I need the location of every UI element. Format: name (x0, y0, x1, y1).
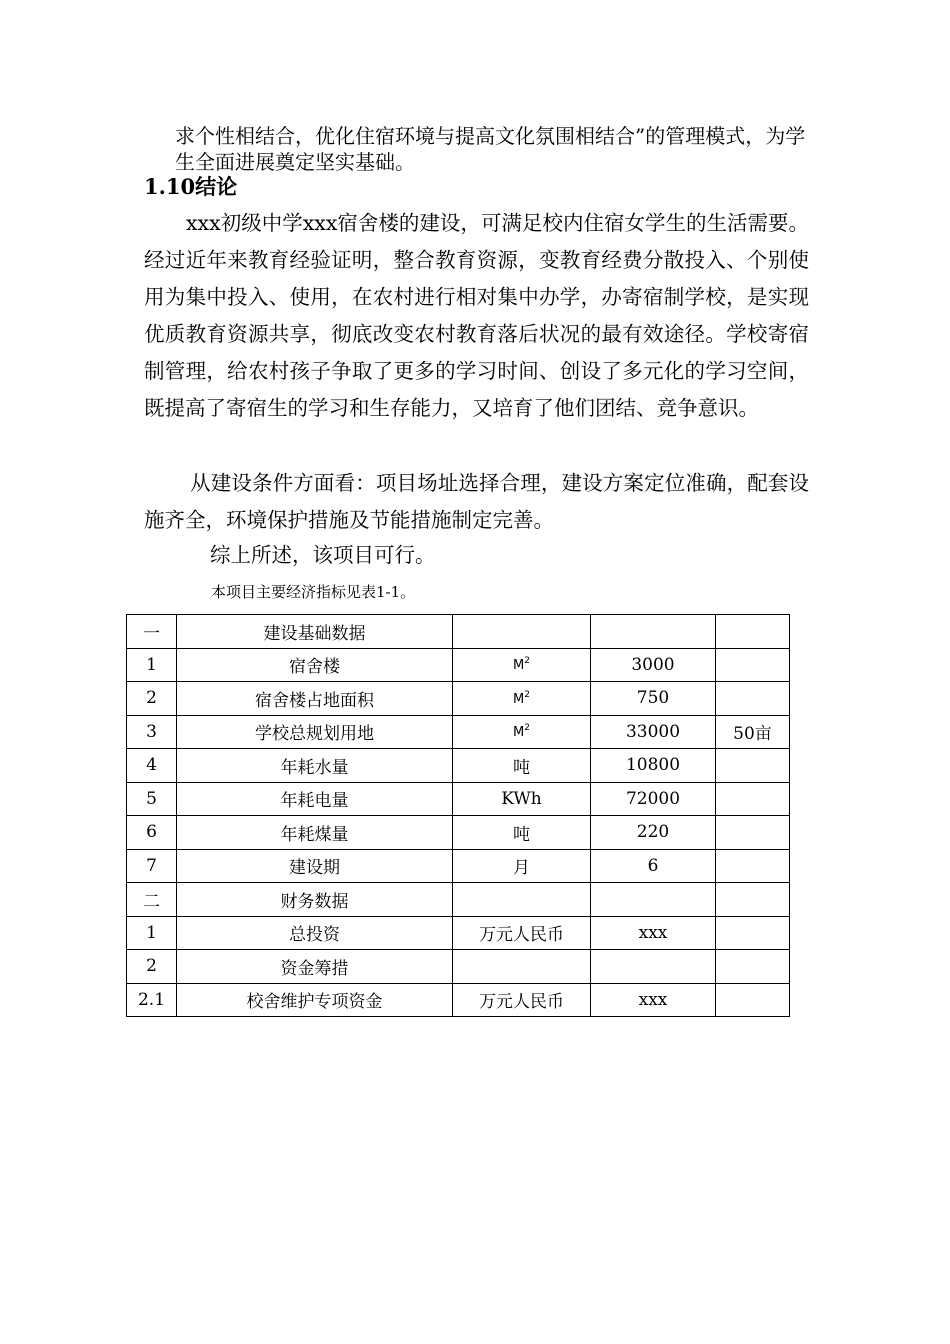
row-unit: 月 (453, 849, 591, 883)
table-row (127, 950, 790, 984)
row-note (716, 816, 790, 850)
table-row (127, 682, 790, 716)
row-item: 总投资 (177, 916, 453, 950)
table-row (127, 782, 790, 816)
row-item: 学校总规划用地 (177, 715, 453, 749)
continuation-paragraph: 求个性相结合，优化住宿环境与提高文化氛围相结合”的管理模式，为学生全面进展奠定坚实基础。 (175, 124, 806, 174)
unit-text: M (513, 725, 525, 741)
section-heading: 1.10结论 (144, 174, 238, 199)
row-value (591, 950, 716, 984)
row-item: 年耗电量 (177, 782, 453, 816)
row-value: 72000 (591, 782, 716, 816)
row-number: 1 (127, 916, 177, 950)
table-row (127, 715, 790, 749)
row-number: 1 (127, 648, 177, 682)
row-unit (453, 950, 591, 984)
row-item: 宿舍楼 (177, 648, 453, 682)
conclusion-paragraph-1 (144, 205, 809, 427)
row-value: xxx (591, 916, 716, 950)
unit-superscript: 2 (524, 656, 530, 667)
table-row (127, 983, 790, 1017)
row-number: 6 (127, 816, 177, 850)
conclusion-statement: 综上所述，该项目可行。 (210, 543, 436, 567)
economic-indicators-table (126, 614, 790, 1017)
row-note (716, 615, 790, 649)
row-item: 资金筹措 (177, 950, 453, 984)
row-unit: KWh (453, 782, 591, 816)
table-row (127, 615, 790, 649)
row-number: 4 (127, 749, 177, 783)
row-note (716, 849, 790, 883)
row-number: 2 (127, 682, 177, 716)
unit-superscript: 2 (524, 689, 530, 700)
row-value: 6 (591, 849, 716, 883)
table-row (127, 849, 790, 883)
row-item: 建设基础数据 (177, 615, 453, 649)
paragraph-1-text: xxx初级中学xxx宿舍楼的建设，可满足校内住宿女学生的生活需要。经过近年来教育经验证明，整合教育资源，变教育经费分散投入、个别使用为集中投入、使用，在农村进行相对集中办学，办寄宿制学校，是实现优质教育资源共享，彻底改变农村教育落后状况的最有效途径。学校寄宿制管理，给农村孩子争取了更多的学习时间、创设了多元化的学习空间，既提高了寄宿生的学习和生存能力，又培育了他们团结、竞争意识。 (144, 211, 809, 420)
row-item: 建设期 (177, 849, 453, 883)
row-unit: 万元人民币 (453, 983, 591, 1017)
conclusion-paragraph-2 (144, 465, 809, 539)
row-unit (453, 648, 591, 682)
unit-text: M (513, 658, 525, 674)
row-item: 年耗水量 (177, 749, 453, 783)
row-note (716, 916, 790, 950)
row-note (716, 883, 790, 917)
row-item: 年耗煤量 (177, 816, 453, 850)
row-item: 宿舍楼占地面积 (177, 682, 453, 716)
table-row (127, 916, 790, 950)
row-note (716, 782, 790, 816)
table-caption: 本项目主要经济指标见表1-1。 (211, 583, 416, 601)
row-unit (453, 883, 591, 917)
row-value: 220 (591, 816, 716, 850)
row-item: 校舍维护专项资金 (177, 983, 453, 1017)
row-unit: 吨 (453, 816, 591, 850)
unit-superscript: 2 (524, 723, 530, 734)
unit-text: M (513, 691, 525, 707)
paragraph-2-text: 从建设条件方面看：项目场址选择合理，建设方案定位准确，配套设施齐全，环境保护措施及节能措施制定完善。 (144, 471, 809, 532)
row-value: 33000 (591, 715, 716, 749)
row-number: 2 (127, 950, 177, 984)
row-value (591, 615, 716, 649)
row-number: 3 (127, 715, 177, 749)
row-value: 3000 (591, 648, 716, 682)
row-note (716, 749, 790, 783)
row-value: 750 (591, 682, 716, 716)
row-note (716, 682, 790, 716)
table-row (127, 883, 790, 917)
row-note: 50亩 (716, 715, 790, 749)
row-unit: 吨 (453, 749, 591, 783)
row-note (716, 648, 790, 682)
row-value (591, 883, 716, 917)
row-note (716, 950, 790, 984)
row-item: 财务数据 (177, 883, 453, 917)
row-value: xxx (591, 983, 716, 1017)
row-unit (453, 715, 591, 749)
row-number: 二 (127, 883, 177, 917)
row-unit: 万元人民币 (453, 916, 591, 950)
row-number: 7 (127, 849, 177, 883)
row-number: 一 (127, 615, 177, 649)
row-value: 10800 (591, 749, 716, 783)
row-number: 5 (127, 782, 177, 816)
row-note (716, 983, 790, 1017)
row-number: 2.1 (127, 983, 177, 1017)
table-row (127, 749, 790, 783)
table-row (127, 816, 790, 850)
table-row (127, 648, 790, 682)
row-unit (453, 682, 591, 716)
row-unit (453, 615, 591, 649)
